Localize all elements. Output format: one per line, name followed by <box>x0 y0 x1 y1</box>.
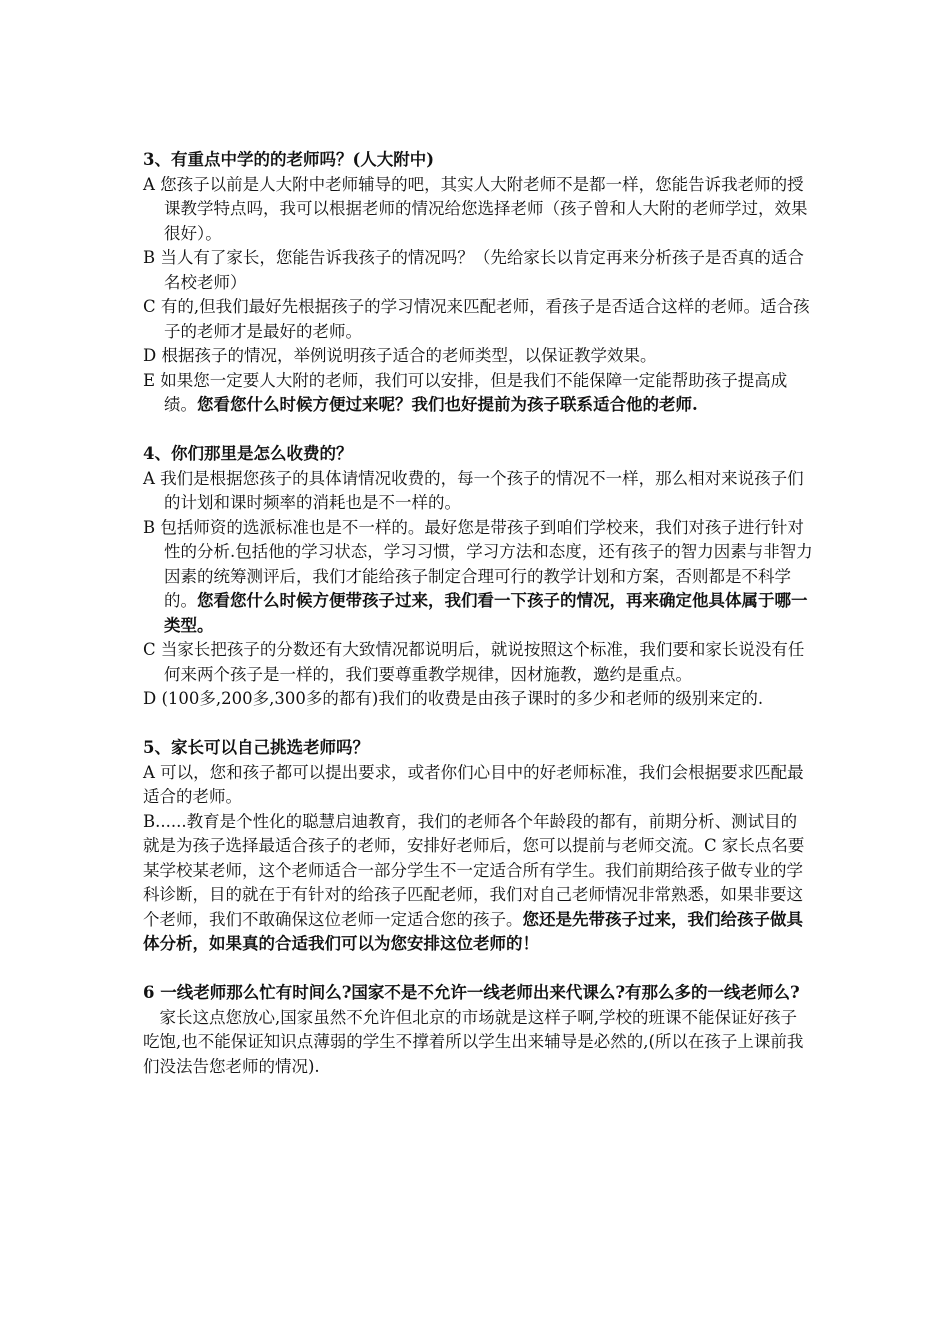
answer-bold-text: 您看您什么时候方便带孩子过来，我们看一下孩子的情况，再来确定他具体属于哪一类型。 <box>164 591 808 635</box>
section-gap <box>143 712 813 737</box>
section-4-answer-a: A 我们是根据您孩子的具体请情况收费的，每一个孩子的情况不一样，那么相对来说孩子们的计划和课时频率的消耗也是不一样的。 <box>143 468 804 512</box>
section-6-answer: 家长这点您放心,国家虽然不允许但北京的市场就是这样子啊,学校的班课不能保证好孩子吃饱,也不能保证知识点薄弱的学生不撑着所以学生出来辅导是必然的,(所以在孩子上课前我们没法告您老师的情况). <box>143 1007 804 1076</box>
answer-text: B......教育是个性化的聪慧启迪教育，我们的老师各个年龄段的都有，前期分析、测试目的就是为孩子选择最适合孩子的老师，安排好老师后，您可以提前与老师交流。C 家长点名要某学校某老师，这个老师适合一部分学生不一定适合所有学生。我们前期给孩子做专业的学科诊断，目的就在于有针对的给孩子匹配老师，我们对自己老师情况非常熟悉，如果非要这个老师，我们不敢确保这位老师一定适合您的孩子。 <box>143 811 805 929</box>
section-3-answer-b: B 当人有了家长，您能告诉我孩子的情况吗？（先给家长以肯定再来分析孩子是否真的适合名校老师） <box>143 248 804 292</box>
section-gap <box>143 957 813 982</box>
section-3-heading: 3、有重点中学的的老师吗？(人大附中) <box>143 150 435 169</box>
document-page <box>143 148 813 1079</box>
answer-bold-text: 您还是先带孩子过来，我们给孩子做具体分析，如果真的合适我们可以为您安排这位老师的！ <box>143 909 803 953</box>
section-5-heading: 5、家长可以自己挑选老师吗？ <box>143 738 369 757</box>
section-4-answer-c: C 当家长把孩子的分数还有大致情况都说明后，就说按照这个标准，我们要和家长说没有任何来两个孩子是一样的，我们要尊重教学规律，因材施教，邀约是重点。 <box>143 640 805 684</box>
section-3-answer-e <box>143 369 813 418</box>
section-gap <box>143 418 813 443</box>
section-3-answer-a: A 您孩子以前是人大附中老师辅导的吧，其实人大附老师不是都一样，您能告诉我老师的授课教学特点吗，我可以根据老师的情况给您选择老师（孩子曾和人大附的老师学过，效果很好）。 <box>143 174 808 243</box>
section-4-answer-d: D (100多,200多,300多的都有)我们的收费是由孩子课时的多少和老师的级别来定的. <box>143 689 764 708</box>
section-4-answer-b <box>143 516 813 639</box>
answer-text: E 如果您一定要人大附的老师，我们可以安排，但是我们不能保障一定能帮助孩子提高成绩。 <box>143 370 788 414</box>
section-5-answer-a: A 可以，您和孩子都可以提出要求，或者你们心目中的好老师标准，我们会根据要求匹配最适合的老师。 <box>143 762 804 806</box>
answer-text: B 包括师资的选派标准也是不一样的。最好您是带孩子到咱们学校来，我们对孩子进行针对性的分析.包括他的学习状态，学习习惯，学习方法和态度，还有孩子的智力因素与非智力因素的统筹测评后，我们才能给孩子制定合理可行的教学计划和方案，否则都是不科学的。 <box>143 517 813 610</box>
answer-bold-text: 您看您什么时候方便过来呢？我们也好提前为孩子联系适合他的老师. <box>197 395 698 414</box>
section-5-answer-b <box>143 810 813 957</box>
section-3-answer-c: C 有的,但我们最好先根据孩子的学习情况来匹配老师，看孩子是否适合这样的老师。适合孩子的老师才是最好的老师。 <box>143 297 810 341</box>
section-6-heading: 6 一线老师那么忙有时间么?国家不是不允许一线老师出来代课么?有那么多的一线老师么? <box>143 983 800 1002</box>
section-3-answer-d: D 根据孩子的情况，举例说明孩子适合的老师类型，以保证教学效果。 <box>143 346 657 365</box>
section-4-heading: 4、你们那里是怎么收费的？ <box>143 444 353 463</box>
